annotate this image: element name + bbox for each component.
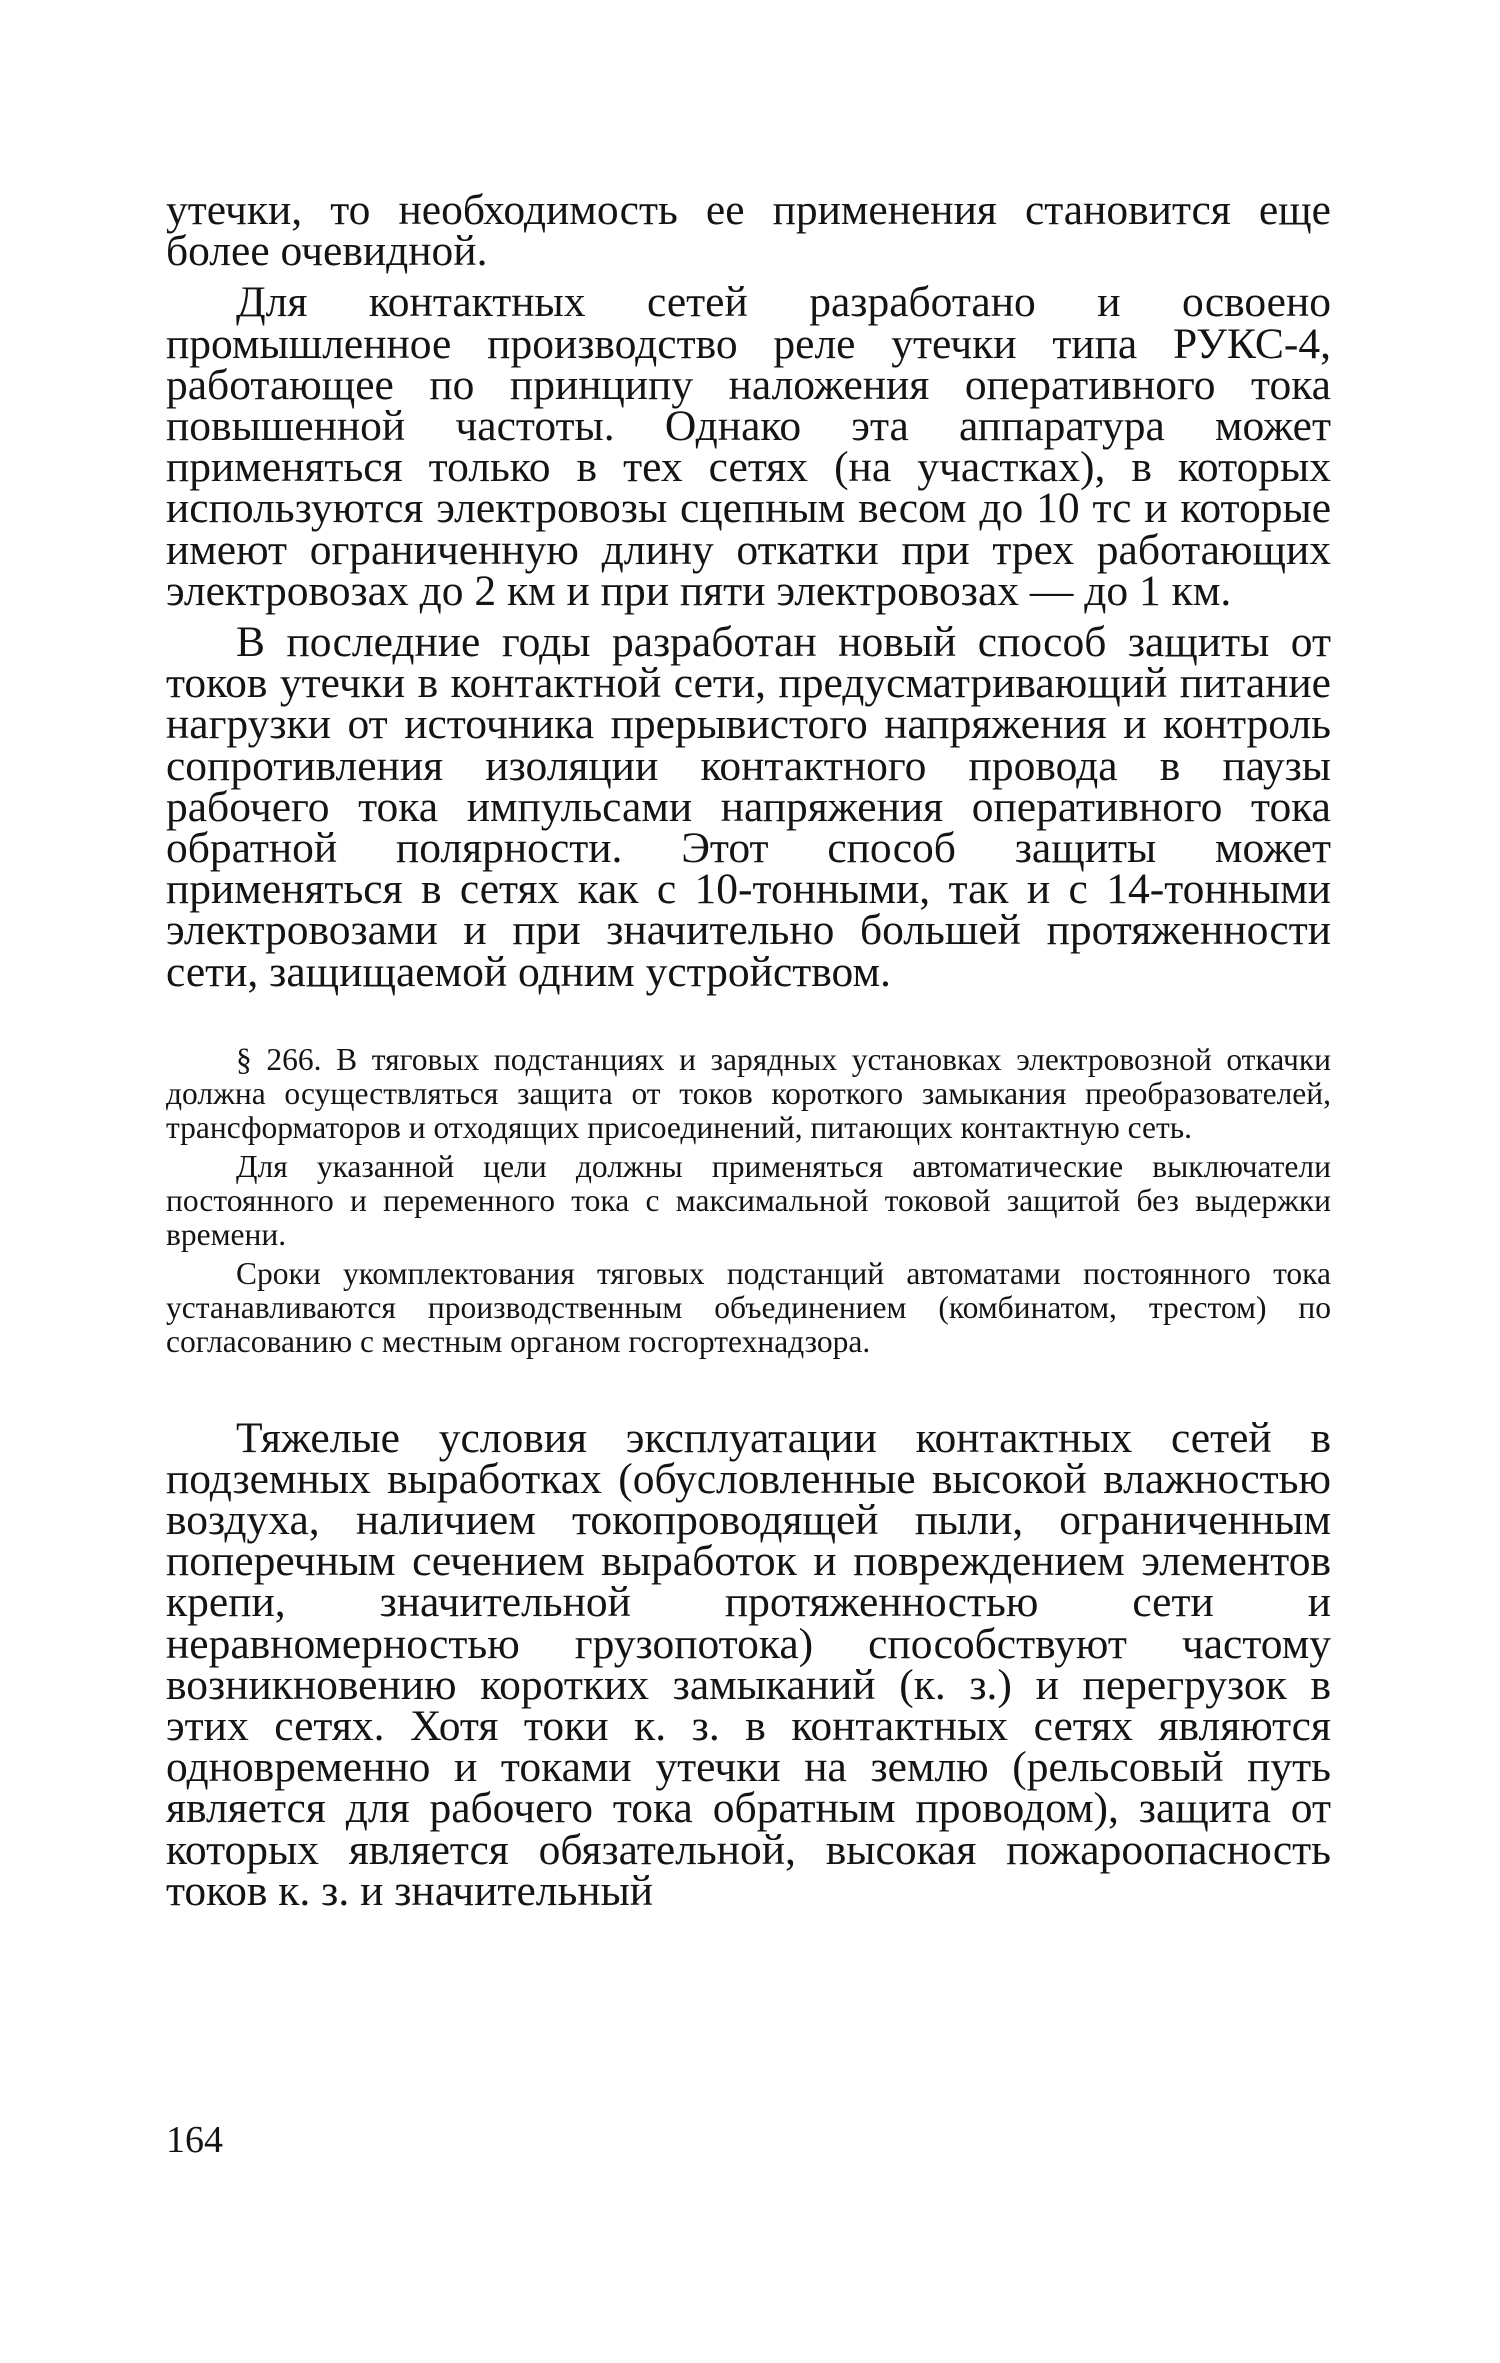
rule-266-paragraph-1: § 266. В тяговых подстанциях и зарядных установках электровозной откачки должна осуществляться защита от токов короткого замыкания преобразователей, трансформаторов и отходящих присоединений, питающих контактную сеть. <box>166 1041 1331 1146</box>
paragraph-continuation: утечки, то необходимость ее применения становится еще более очевидной. <box>166 186 1331 276</box>
page-body <box>166 186 1331 1915</box>
paragraph-ruks4-relay: Для контактных сетей разработано и освоено промышленное производство реле утечки типа РУКС-4, работающее по принципу наложения оперативного тока повышенной частоты. Однако эта аппаратура может применяться только в тех сетях (на участках), в которых используются электровозы сцепным весом до 10 тс и которые имеют ограниченную длину откатки при трех работающих электровозах до 2 км и при пяти электровозах — до 1 км. <box>166 278 1331 615</box>
paragraph-operating-conditions: Тяжелые условия эксплуатации контактных сетей в подземных выработках (обусловленные высокой влажностью воздуха, наличием токопроводящей пыли, ограниченным поперечным сечением выработок и повреждением элементов крепи, значительной протяженностью сети и неравномерностью грузопотока) способствуют частому возникновению коротких замыканий (к. з.) и перегрузок в этих сетях. Хотя токи к. з. в контактных сетях являются одновременно и токами утечки на землю (рельсовый путь является для рабочего тока обратным проводом), защита от которых является обязательной, высокая пожароопасность токов к. з. и значительный <box>166 1413 1331 1915</box>
paragraph-new-protection-method: В последние годы разработан новый способ защиты от токов утечки в контактной сети, предусматривающий питание нагрузки от источника прерывистого напряжения и контроль сопротивления изоляции контактного провода в паузы рабочего тока импульсами напряжения оперативного тока обратной полярности. Этот способ защиты может применяться в сетях как с 10-тонными, так и с 14-тонными электровозами и при значительно большей протяженности сети, защищаемой одним устройством. <box>166 618 1331 996</box>
rule-266-block <box>166 1043 1331 1360</box>
page-number: 164 <box>166 2119 223 2161</box>
rule-266-paragraph-3: Сроки укомплектования тяговых подстанций автоматами постоянного тока устанавливаются производственным объединением (комбинатом, трестом) по согласованию с местным органом госгортехнадзора. <box>166 1255 1331 1360</box>
rule-266-paragraph-2: Для указанной цели должны применяться автоматические выключатели постоянного и переменного тока с максимальной токовой защитой без выдержки времени. <box>166 1148 1331 1253</box>
